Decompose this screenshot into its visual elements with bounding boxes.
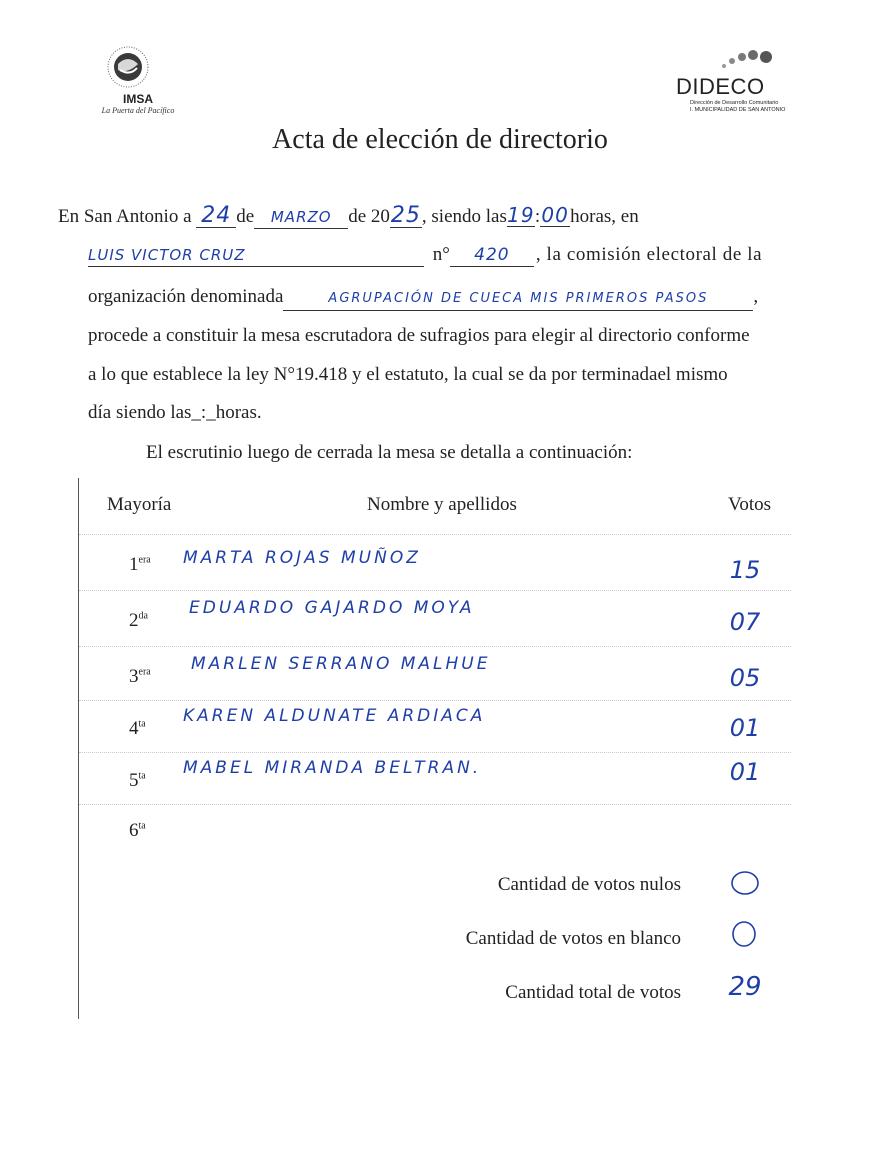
document-title: Acta de elección de directorio xyxy=(272,124,608,155)
rank-number: 2 xyxy=(129,610,139,631)
rank-suffix: da xyxy=(138,610,148,622)
text: de 20 xyxy=(348,206,390,227)
text: , la comisión electoral de la xyxy=(535,244,763,265)
rank-label xyxy=(129,718,146,740)
rank-label xyxy=(129,554,151,576)
blank-votes-label: Cantidad de votos en blanco xyxy=(465,928,681,949)
candidate-votes: 01 xyxy=(729,758,761,786)
header-votes: Votos xyxy=(728,494,771,515)
rank-suffix: era xyxy=(138,666,151,678)
candidate-name: MARTA ROJAS MUÑOZ xyxy=(183,548,421,568)
rank-label xyxy=(129,770,146,792)
imsa-emblem-icon xyxy=(96,40,180,96)
line-5: a lo que establece la ley N°19.418 y el estatuto, la cual se da por terminadael mismo xyxy=(88,364,728,385)
dideco-subtitle xyxy=(690,100,785,114)
zero-handwritten-icon xyxy=(728,918,762,950)
rank-suffix: ta xyxy=(138,718,146,730)
line-4: procede a constituir la mesa escrutadora de sufragios para elegir al directorio conforme xyxy=(88,325,750,346)
line-2 xyxy=(88,244,762,267)
rank-label xyxy=(129,666,151,688)
text: , siendo las xyxy=(421,206,507,227)
number-field: 420 xyxy=(450,244,534,267)
dideco-subtitle-1: Dirección de Desarrollo Comunitario xyxy=(690,100,779,106)
candidate-name: MARLEN SERRANO MALHUE xyxy=(191,654,491,674)
candidate-votes: 01 xyxy=(729,714,761,742)
dideco-logo xyxy=(668,48,788,118)
row-divider xyxy=(79,646,791,647)
candidate-votes: 15 xyxy=(729,556,761,584)
line-6: día siendo las_:_horas. xyxy=(88,402,262,423)
street-field: LUIS VICTOR CRUZ xyxy=(88,244,424,267)
null-votes-value xyxy=(715,868,775,905)
total-votes-label: Cantidad total de votos xyxy=(505,982,681,1003)
year-field: 25 xyxy=(390,203,421,228)
dideco-dots-icon xyxy=(718,48,778,74)
candidate-votes: 07 xyxy=(729,608,761,636)
row-divider xyxy=(79,804,791,805)
rank-number: 6 xyxy=(129,820,139,841)
rank-label xyxy=(129,820,146,842)
line-1 xyxy=(58,204,639,229)
text: n° xyxy=(432,244,450,265)
text: de xyxy=(236,206,255,227)
row-divider xyxy=(79,534,791,535)
null-votes-label: Cantidad de votos nulos xyxy=(497,874,681,895)
month-field: MARZO xyxy=(254,206,348,229)
text: horas, en xyxy=(570,206,639,227)
hour-field: 19 xyxy=(507,203,535,227)
row-divider xyxy=(79,700,791,701)
results-table xyxy=(78,478,791,1019)
rank-number: 5 xyxy=(129,770,139,791)
zero-handwritten-icon xyxy=(728,868,762,898)
rank-number: 1 xyxy=(129,554,139,575)
text: : xyxy=(534,206,541,227)
blank-votes-value xyxy=(715,918,775,957)
rank-number: 3 xyxy=(129,666,139,687)
text: , xyxy=(753,286,759,307)
rank-suffix: ta xyxy=(138,770,146,782)
rank-number: 4 xyxy=(129,718,139,739)
imsa-logo xyxy=(88,40,188,124)
day-field: 24 xyxy=(196,205,236,228)
line-7: El escrutinio luego de cerrada la mesa se detalla a continuación: xyxy=(146,442,633,463)
rank-label xyxy=(129,610,148,632)
row-divider xyxy=(79,752,791,753)
candidate-name: EDUARDO GAJARDO MOYA xyxy=(189,598,475,618)
row-divider xyxy=(79,590,791,591)
line-3 xyxy=(88,286,758,311)
dideco-name: DIDECO xyxy=(676,74,765,99)
rank-suffix: ta xyxy=(138,820,146,832)
text: organización denominada xyxy=(88,286,284,307)
dideco-subtitle-2: I. MUNICIPALIDAD DE SAN ANTONIO xyxy=(690,107,786,113)
text: En San Antonio a xyxy=(58,206,197,227)
imsa-tagline: La Puerta del Pacífico xyxy=(101,106,175,115)
candidate-votes: 05 xyxy=(729,664,761,692)
header-name: Nombre y apellidos xyxy=(367,494,517,515)
candidate-name: KAREN ALDUNATE ARDIACA xyxy=(183,706,486,726)
rank-suffix: era xyxy=(138,554,151,566)
organization-field: AGRUPACIÓN DE CUECA MIS PRIMEROS PASOS xyxy=(283,288,753,311)
imsa-name: IMSA xyxy=(123,92,153,106)
candidate-name: MABEL MIRANDA BELTRAN. xyxy=(183,758,482,778)
total-votes-value: 29 xyxy=(728,972,762,1002)
header-rank: Mayoría xyxy=(107,494,172,515)
minute-field: 00 xyxy=(541,203,569,227)
